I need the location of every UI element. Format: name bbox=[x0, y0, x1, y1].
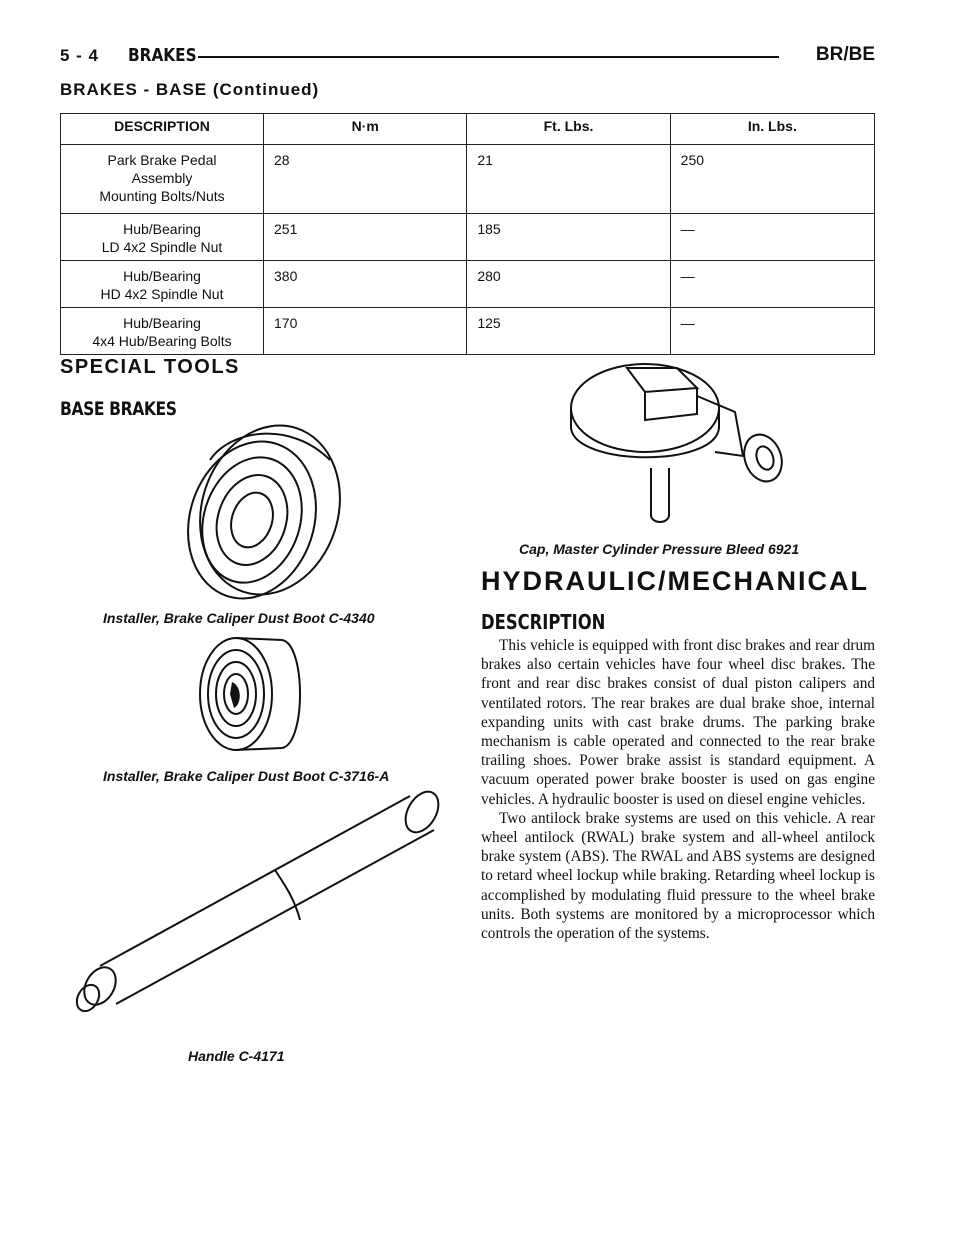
paragraph: This vehicle is equipped with front disc brakes and rear drum brakes also certain vehicles have four wheel disc brakes. The front and rear disc brakes consist of dual piston calipers and ventilated rotors. The rear brakes are dual brake shoe, internal expanding units with cast brake drums. The parking brake mechanism is cable operated and connected to the rear brake trailing shoes. Power brake assist is standard equipment. A vacuum operated power brake booster is used on gas engine vehicles. A hydraulic booster is used on diesel engine vehicles. bbox=[481, 637, 875, 808]
table-row bbox=[61, 214, 875, 261]
row-in-lbs: 250 bbox=[670, 145, 874, 214]
page-number: 5 - 4 bbox=[60, 46, 100, 65]
handle-illustration bbox=[70, 790, 450, 1050]
description-body bbox=[481, 636, 875, 943]
section-title: BRAKES bbox=[128, 45, 197, 66]
table-header-row bbox=[61, 114, 875, 145]
tool1-caption: Installer, Brake Caliper Dust Boot C-4340 bbox=[103, 610, 375, 626]
row-in-lbs: — bbox=[670, 308, 874, 355]
bleed-cap-illustration bbox=[565, 356, 795, 526]
row-nm: 170 bbox=[264, 308, 467, 355]
row-description: Hub/Bearing HD 4x2 Spindle Nut bbox=[61, 261, 264, 308]
hydraulic-heading: HYDRAULIC/MECHANICAL bbox=[481, 566, 869, 596]
row-ft-lbs: 185 bbox=[467, 214, 670, 261]
row-in-lbs: — bbox=[670, 214, 874, 261]
row-ft-lbs: 21 bbox=[467, 145, 670, 214]
row-description: Hub/Bearing LD 4x2 Spindle Nut bbox=[61, 214, 264, 261]
table-row bbox=[61, 308, 875, 355]
tool4-caption: Cap, Master Cylinder Pressure Bleed 6921 bbox=[519, 541, 800, 557]
row-in-lbs: — bbox=[670, 261, 874, 308]
col-description: DESCRIPTION bbox=[61, 114, 264, 145]
dust-boot-installer-small-illustration bbox=[196, 634, 316, 754]
col-ft-lbs: Ft. Lbs. bbox=[467, 114, 670, 145]
tool3-caption: Handle C-4171 bbox=[188, 1048, 285, 1064]
col-in-lbs: In. Lbs. bbox=[670, 114, 874, 145]
special-tools-heading: SPECIAL TOOLS bbox=[60, 356, 240, 378]
header-rule bbox=[198, 56, 779, 58]
row-nm: 28 bbox=[264, 145, 467, 214]
table-row bbox=[61, 261, 875, 308]
tool2-caption: Installer, Brake Caliper Dust Boot C-3716-A bbox=[103, 768, 390, 784]
row-ft-lbs: 280 bbox=[467, 261, 670, 308]
model-code: BR/BE bbox=[815, 44, 875, 65]
page-header bbox=[60, 46, 875, 72]
row-nm: 251 bbox=[264, 214, 467, 261]
dust-boot-installer-large-illustration bbox=[170, 420, 350, 610]
torque-table bbox=[60, 113, 875, 355]
row-ft-lbs: 125 bbox=[467, 308, 670, 355]
table-row bbox=[61, 145, 875, 214]
page-subtitle: BRAKES - BASE (Continued) bbox=[60, 80, 320, 99]
description-heading: DESCRIPTION bbox=[481, 610, 606, 634]
row-description: Hub/Bearing 4x4 Hub/Bearing Bolts bbox=[61, 308, 264, 355]
base-brakes-heading: BASE BRAKES bbox=[60, 398, 177, 420]
row-description: Park Brake Pedal Assembly Mounting Bolts/Nuts bbox=[61, 145, 264, 214]
paragraph: Two antilock brake systems are used on this vehicle. A rear wheel antilock (RWAL) brake system and all-wheel antilock brake system (ABS). The RWAL and ABS systems are designed to retard wheel lockup while braking. Retarding wheel lockup is accomplished by modulating fluid pressure to the wheel brake units. Both systems are monitored by a microprocessor which controls the operation of the systems. bbox=[481, 809, 875, 943]
row-nm: 380 bbox=[264, 261, 467, 308]
col-nm: N·m bbox=[264, 114, 467, 145]
